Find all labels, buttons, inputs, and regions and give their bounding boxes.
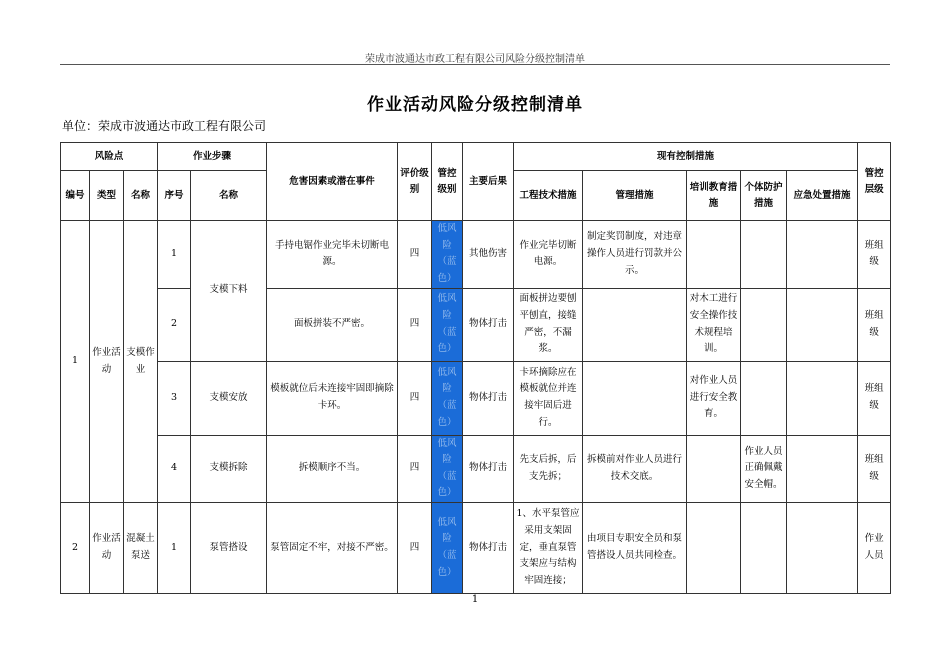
group-no: 1	[61, 221, 90, 503]
header-mgmt: 管理措施	[583, 171, 687, 221]
step-seq: 2	[158, 288, 191, 361]
training-measure-cell: 对木工进行安全操作技术规程培训。	[687, 288, 741, 361]
control-tier-cell: 班组级	[858, 435, 891, 503]
table-row	[61, 221, 891, 289]
control-tier-cell: 班组级	[858, 361, 891, 435]
consequence-cell: 物体打击	[463, 435, 514, 503]
step-name: 泵管搭设	[191, 503, 267, 594]
tech-measure-cell: 作业完毕切断电源。	[514, 221, 583, 289]
step-seq: 1	[158, 221, 191, 289]
control-tier-cell: 作业人员	[858, 503, 891, 594]
step-seq: 4	[158, 435, 191, 503]
group-type: 作业活动	[90, 221, 124, 503]
ppe-measure-cell	[741, 503, 787, 594]
eval-cell: 四	[398, 503, 432, 594]
hazard-cell: 面板拼装不严密。	[267, 288, 398, 361]
tech-measure-cell: 先支后拆，后支先拆；	[514, 435, 583, 503]
ppe-measure-cell: 作业人员正确佩戴安全帽。	[741, 435, 787, 503]
header-control-tier: 管控层级	[858, 143, 891, 221]
consequence-cell: 物体打击	[463, 503, 514, 594]
hazard-cell: 模板就位后未连接牢固即摘除卡环。	[267, 361, 398, 435]
step-name: 支模安放	[191, 361, 267, 435]
ppe-measure-cell	[741, 361, 787, 435]
header-row-1	[61, 143, 891, 171]
ppe-measure-cell	[741, 221, 787, 289]
header-control-level: 管控级别	[432, 143, 463, 221]
risk-level-cell: 低风险（蓝色）	[432, 221, 463, 289]
group-name: 支模作业	[124, 221, 158, 503]
header-training: 培训教育措施	[687, 171, 741, 221]
emergency-measure-cell	[787, 361, 858, 435]
group-type: 作业活动	[90, 503, 124, 594]
ppe-measure-cell	[741, 288, 787, 361]
eval-cell: 四	[398, 435, 432, 503]
mgmt-measure-cell: 制定奖罚制度，对违章操作人员进行罚款并公示。	[583, 221, 687, 289]
header-tech: 工程技术措施	[514, 171, 583, 221]
tech-measure-cell: 面板拼边要刨平刨直，接缝严密，不漏浆。	[514, 288, 583, 361]
tech-measure-cell: 1、水平泵管应采用支架固定，垂直泵管支架应与结构牢固连接；	[514, 503, 583, 594]
header-work-steps: 作业步骤	[158, 143, 267, 171]
consequence-cell: 物体打击	[463, 361, 514, 435]
mgmt-measure-cell: 由项目专职安全员和泵管搭设人员共同检查。	[583, 503, 687, 594]
risk-level-cell: 低风险（蓝色）	[432, 503, 463, 594]
risk-level-cell: 低风险（蓝色）	[432, 288, 463, 361]
hazard-cell: 拆模顺序不当。	[267, 435, 398, 503]
table-row	[61, 288, 891, 361]
header-no: 编号	[61, 171, 90, 221]
eval-cell: 四	[398, 361, 432, 435]
table-row	[61, 503, 891, 594]
tech-measure-cell: 卡环摘除应在模板就位并连接牢固后进行。	[514, 361, 583, 435]
table-row	[61, 435, 891, 503]
mgmt-measure-cell	[583, 288, 687, 361]
table-row	[61, 361, 891, 435]
header-name: 名称	[124, 171, 158, 221]
emergency-measure-cell	[787, 503, 858, 594]
header-ppe: 个体防护措施	[741, 171, 787, 221]
header-risk-point: 风险点	[61, 143, 158, 171]
risk-level-cell: 低风险（蓝色）	[432, 435, 463, 503]
risk-control-table	[60, 142, 891, 594]
eval-cell: 四	[398, 288, 432, 361]
eval-cell: 四	[398, 221, 432, 289]
document-title: 作业活动风险分级控制清单	[367, 95, 583, 115]
step-seq: 1	[158, 503, 191, 594]
header-eval-level: 评价级别	[398, 143, 432, 221]
training-measure-cell	[687, 221, 741, 289]
control-tier-cell: 班组级	[858, 288, 891, 361]
step-seq: 3	[158, 361, 191, 435]
mgmt-measure-cell: 拆模前对作业人员进行技术交底。	[583, 435, 687, 503]
header-type: 类型	[90, 171, 124, 221]
emergency-measure-cell	[787, 288, 858, 361]
mgmt-measure-cell	[583, 361, 687, 435]
training-measure-cell: 对作业人员进行安全教育。	[687, 361, 741, 435]
header-hazard: 危害因素或潜在事件	[267, 143, 398, 221]
header-seq: 序号	[158, 171, 191, 221]
hazard-cell: 手持电锯作业完毕未切断电源。	[267, 221, 398, 289]
step-name: 支模下料	[191, 221, 267, 362]
emergency-measure-cell	[787, 221, 858, 289]
training-measure-cell	[687, 435, 741, 503]
control-tier-cell: 班组级	[858, 221, 891, 289]
header-step-name: 名称	[191, 171, 267, 221]
hazard-cell: 泵管固定不牢，对接不严密。	[267, 503, 398, 594]
consequence-cell: 其他伤害	[463, 221, 514, 289]
page-number: 1	[471, 594, 479, 605]
step-name: 支模拆除	[191, 435, 267, 503]
emergency-measure-cell	[787, 435, 858, 503]
group-no: 2	[61, 503, 90, 594]
header-emergency: 应急处置措施	[787, 171, 858, 221]
risk-level-cell: 低风险（蓝色）	[432, 361, 463, 435]
consequence-cell: 物体打击	[463, 288, 514, 361]
header-existing-measures: 现有控制措施	[514, 143, 858, 171]
header-consequence: 主要后果	[463, 143, 514, 221]
group-name: 混凝土泵送	[124, 503, 158, 594]
unit-line: 单位：荣成市波通达市政工程有限公司	[62, 119, 267, 133]
page-header: 荣成市波通达市政工程有限公司风险分级控制清单	[365, 54, 585, 65]
training-measure-cell	[687, 503, 741, 594]
header-rule	[60, 64, 890, 65]
